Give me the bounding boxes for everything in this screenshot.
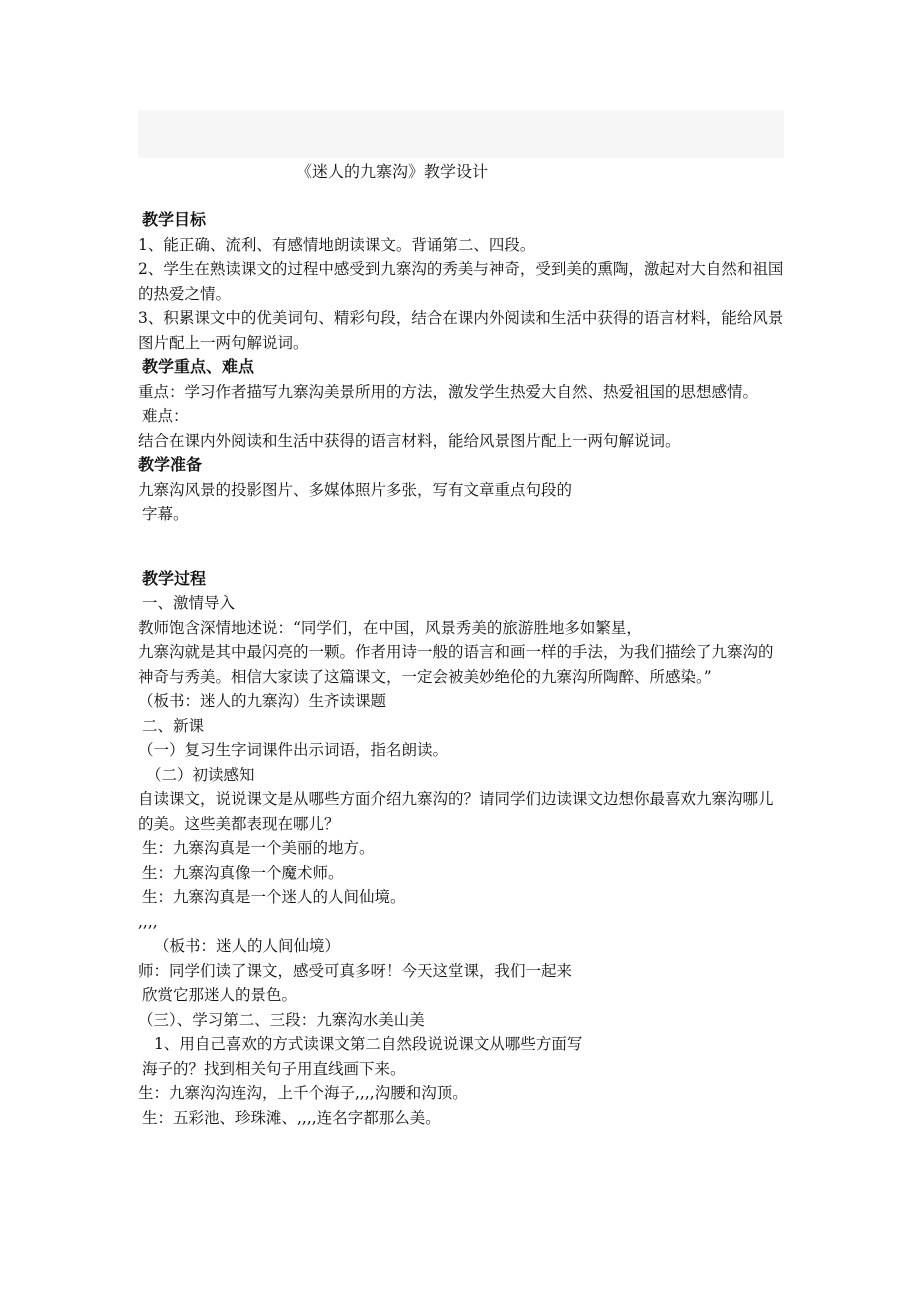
- paragraph: 1、用自己喜欢的方式读课文第二自然段说说课文从哪些方面写: [154, 1035, 583, 1053]
- paragraph: 生：九寨沟真是一个迷人的人间仙境。: [142, 888, 406, 906]
- section-heading-process: 教学过程: [142, 568, 207, 588]
- paragraph: 教师饱含深情地述说：“同学们，在中国，风景秀美的旅游胜地多如繁星，: [138, 618, 642, 637]
- document-body: [138, 208, 788, 1130]
- header-band: [138, 110, 784, 158]
- paragraph: 九寨沟就是其中最闪亮的一颗。作者用诗一般的语言和画一样的手法，为我们描绘了九寨沟的神奇与秀美。相信大家读了这篇课文，一定会被美妙绝伦的九寨沟所陶醉、所感染。”: [138, 643, 774, 686]
- paragraph: （二）初读感知: [146, 765, 255, 784]
- paragraph: 字幕。: [142, 505, 189, 523]
- paragraph: 自读课文，说说课文是从哪些方面介绍九寨沟的？请同学们边读课文边想你最喜欢九寨沟哪儿的美。这些美都表现在哪儿？: [138, 790, 774, 833]
- paragraph: 2、学生在熟读课文的过程中感受到九寨沟的秀美与神奇，受到美的熏陶，激起对大自然和祖国的热爱之情。: [138, 260, 784, 303]
- paragraph: （三）、学习第二、三段：九寨沟水美山美: [138, 1010, 425, 1029]
- document-title: 《迷人的九寨沟》教学设计: [296, 162, 489, 181]
- paragraph: （板书：迷人的人间仙境）: [154, 937, 341, 955]
- section-heading-key-points: 教学重点、难点: [142, 357, 255, 376]
- paragraph: 生：五彩池、珍珠滩、,,,,连名字都那么美。: [142, 1108, 441, 1127]
- paragraph: 生：九寨沟沟连沟，上千个海子,,,,沟腰和沟顶。: [138, 1084, 468, 1102]
- paragraph: 一、激情导入: [142, 594, 236, 612]
- paragraph: 1、能正确、流利、有感情地朗读课文。背诵第二、四段。: [138, 235, 536, 254]
- paragraph: 二、新课: [142, 716, 205, 735]
- paragraph: 生：九寨沟真是一个美丽的地方。: [142, 839, 375, 857]
- paragraph: 海子的？找到相关句子用直线画下来。: [142, 1059, 406, 1078]
- paragraph: （板书：迷人的九寨沟）生齐读课题: [138, 692, 387, 710]
- paragraph: ,,,,: [138, 912, 158, 931]
- paragraph: 重点：学习作者描写九寨沟美景所用的方法，激发学生热爱大自然、热爱祖国的思想感情。: [138, 382, 759, 401]
- paragraph: 3、积累课文中的优美词句、精彩句段，结合在课内外阅读和生活中获得的语言材料，能给风景图片配上一两句解说词。: [138, 309, 784, 352]
- section-heading-goals: 教学目标: [142, 210, 207, 229]
- paragraph: 难点：: [142, 407, 189, 425]
- paragraph: 生：九寨沟真像一个魔术师。: [142, 863, 344, 882]
- paragraph: 九寨沟风景的投影图片、多媒体照片多张，写有文章重点句段的: [138, 480, 573, 499]
- section-heading-preparation: 教学准备: [138, 455, 203, 474]
- paragraph: 师：同学们读了课文，感受可真多呀！今天这堂课，我们一起来: [138, 961, 573, 980]
- paragraph: 欣赏它那迷人的景色。: [142, 986, 298, 1004]
- paragraph: （一）复习生字词课件出示词语，指名朗读。: [138, 741, 449, 759]
- paragraph: 结合在课内外阅读和生活中获得的语言材料，能给风景图片配上一两句解说词。: [138, 431, 681, 450]
